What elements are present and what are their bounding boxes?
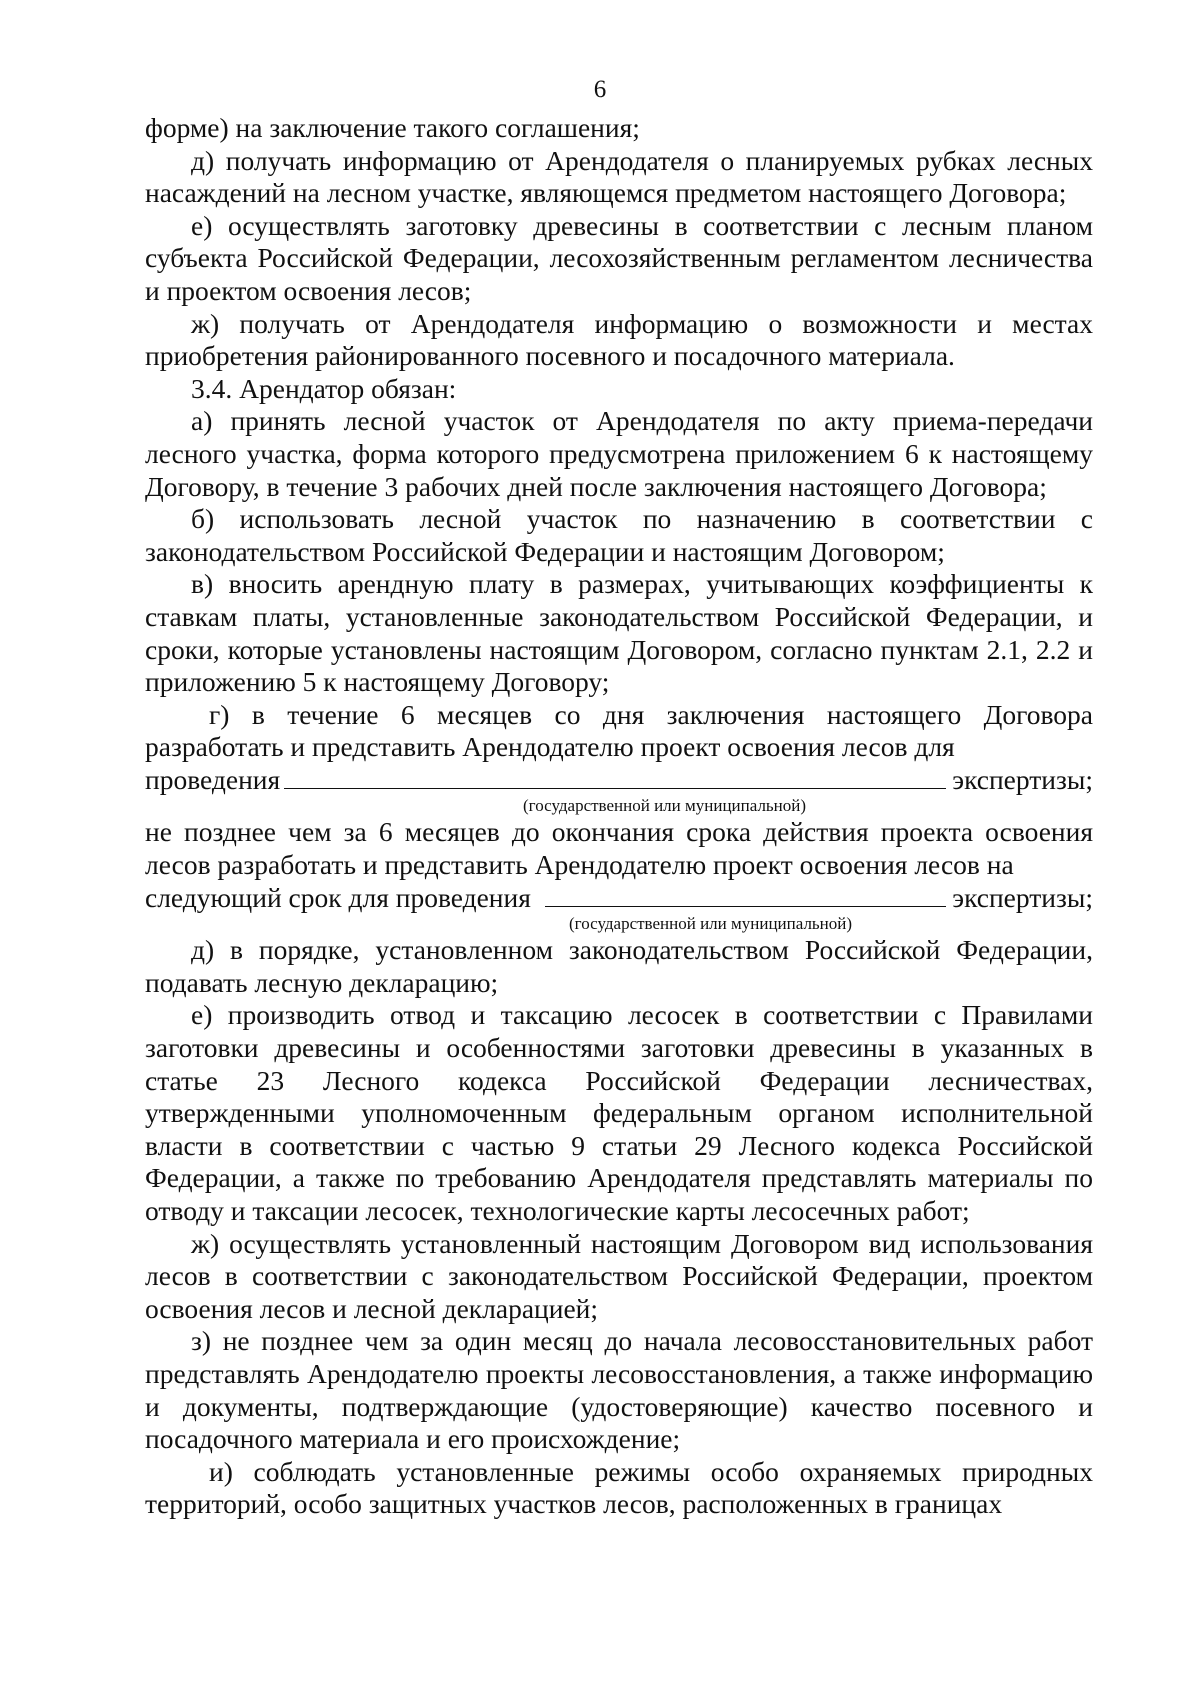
blank-line[interactable] bbox=[545, 905, 946, 907]
paragraph-3-4-g-continued: не позднее чем за 6 месяцев до окончания срока действия проекта освоения лесов разработать и представить Арендодателю проект освоения лесов на bbox=[145, 816, 1093, 881]
paragraph-3-4-zh: ж) осуществлять установленный настоящим Договором вид использования лесов в соответствии с законодательством Российской Федерации, проектом освоения лесов и лесной декларацией; bbox=[145, 1227, 1093, 1324]
paragraph-3-3-e: е) осуществлять заготовку древесины в соответствии с лесным планом субъекта Российской Федерации, лесохозяйственным регламентом лесничества и проектом освоения лесов; bbox=[145, 209, 1093, 306]
fill-in-line-expertise-2 bbox=[145, 882, 1093, 915]
fill-label-left: следующий срок для проведения bbox=[145, 881, 531, 913]
paragraph-3-3-zh: ж) получать от Арендодателя информацию о возможности и местах приобретения районированного посевного и посадочного материала. bbox=[145, 307, 1093, 372]
page-number: 6 bbox=[593, 76, 607, 103]
fill-label-right: экспертизы; bbox=[952, 881, 1093, 913]
paragraph-3-4-d: д) в порядке, установленном законодательством Российской Федерации, подавать лесную декларацию; bbox=[145, 934, 1093, 998]
paragraph-3-4-z: з) не позднее чем за один месяц до начала лесовосстановительных работ представлять Арендодателю проекты лесовосстановления, а также информацию и документы, подтверждающие (удостоверяющие) качество посевного и посадочного материала и его происхождение; bbox=[145, 1325, 1093, 1455]
paragraph-3-4-g: г) в течение 6 месяцев со дня заключения настоящего Договора разработать и представить Арендодателю проект освоения лесов для bbox=[145, 698, 1093, 763]
fill-caption: (государственной или муниципальной) bbox=[569, 914, 853, 934]
section-heading-3-4: 3.4. Арендатор обязан: bbox=[191, 372, 457, 404]
blank-line[interactable] bbox=[284, 787, 946, 789]
document-body bbox=[145, 112, 1093, 1521]
paragraph-3-4-a: а) принять лесной участок от Арендодателя по акту приема-передачи лесного участка, форма которого предусмотрена приложением 6 к настоящему Договору, в течение 3 рабочих дней после заключения настоящего Договора; bbox=[145, 405, 1093, 502]
paragraph-3-4-v: в) вносить арендную плату в размерах, учитывающих коэффициенты к ставкам платы, установленные законодательством Российской Федерации, и сроки, которые установлены настоящим Договором, согласно пунктам 2.1, 2.2 и приложению 5 к настоящему Договору; bbox=[145, 568, 1093, 698]
fill-label-right: экспертизы; bbox=[952, 763, 1093, 795]
paragraph-3-3-d: д) получать информацию от Арендодателя о планируемых рубках лесных насаждений на лесном участке, являющемся предметом настоящего Договора; bbox=[145, 144, 1093, 209]
paragraph-3-4-b: б) использовать лесной участок по назначению в соответствии с законодательством Российской Федерации и настоящим Договором; bbox=[145, 503, 1093, 567]
fill-label-left: проведения bbox=[145, 763, 281, 795]
paragraph-3-4-e: е) производить отвод и таксацию лесосек в соответствии с Правилами заготовки древесины и особенностями заготовки древесины в указанных в статье 23 Лесного кодекса Российской Федерации лесничествах, утвержденными уполномоченным федеральным органом исполнительной власти в соответствии с частью 9 статьи 29 Лесного кодекса Российской Федерации, а также по требованию Арендодателя представлять материалы по отводу и таксации лесосек, технологические карты лесосечных работ; bbox=[145, 999, 1093, 1226]
paragraph-continuation: форме) на заключение такого соглашения; bbox=[145, 112, 640, 143]
paragraph-3-4-i: и) соблюдать установленные режимы особо охраняемых природных территорий, особо защитных участков лесов, расположенных в границах bbox=[145, 1455, 1093, 1520]
fill-in-line-expertise-1 bbox=[145, 764, 1093, 797]
fill-caption: (государственной или муниципальной) bbox=[523, 796, 807, 816]
